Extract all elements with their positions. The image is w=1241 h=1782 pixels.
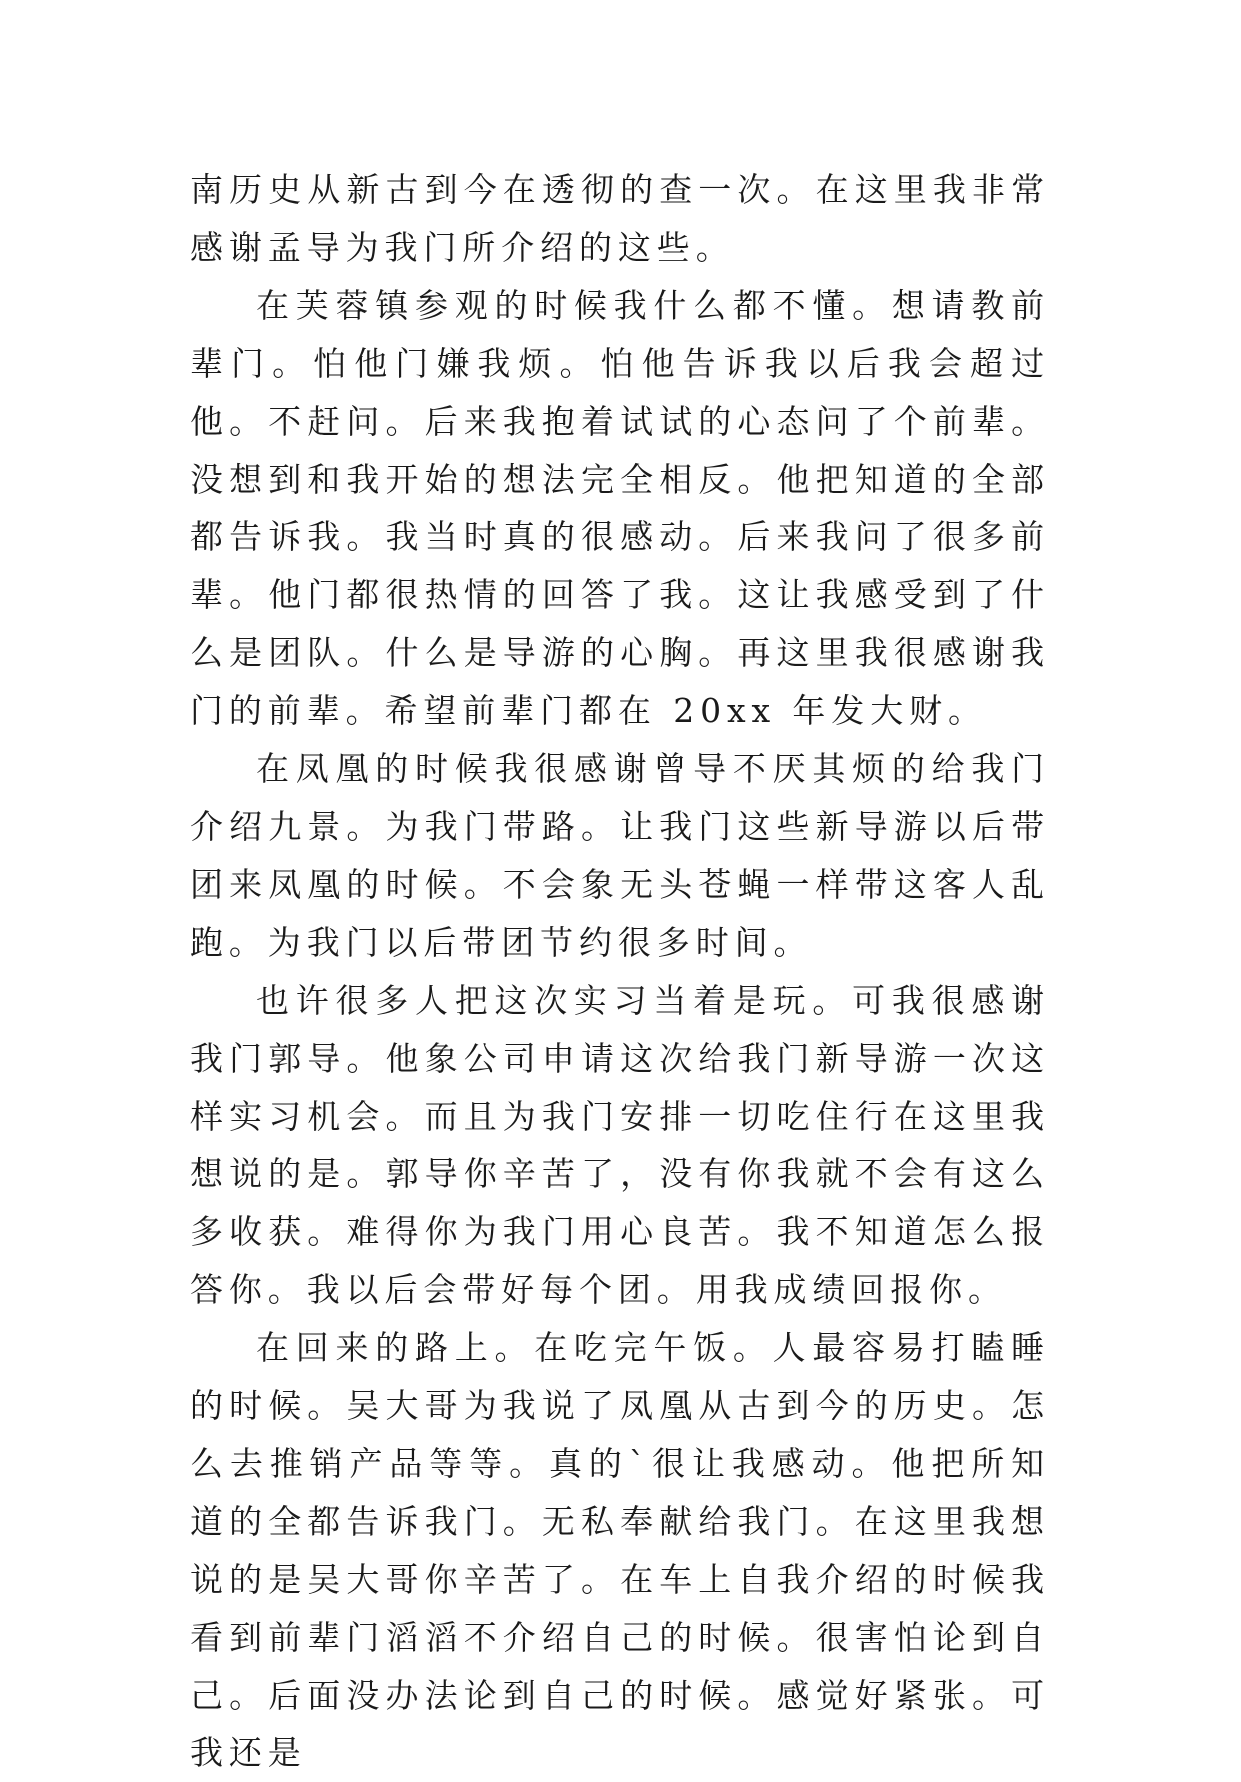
paragraph-continued: 南历史从新古到今在透彻的查一次。在这里我非常感谢孟导为我门所介绍的这些。 xyxy=(190,170,1050,267)
paragraph: 在回来的路上。在吃完午饭。人最容易打瞌睡的时候。吴大哥为我说了凤凰从古到今的历史。怎么去推销产品等等。真的`很让我感动。他把所知道的全都告诉我门。无私奉献给我门。在这里我想说的是吴大哥你辛苦了。在车上自我介绍的时候我看到前辈门滔滔不介绍自己的时候。很害怕论到自己。后面没办法论到自己的时候。感觉好紧张。可我还是 xyxy=(190,1328,1050,1773)
document-body xyxy=(190,161,1050,1782)
paragraph: 在芙蓉镇参观的时候我什么都不懂。想请教前辈门。怕他门嫌我烦。怕他告诉我以后我会超过他。不赶问。后来我抱着试试的心态问了个前辈。没想到和我开始的想法完全相反。他把知道的全部都告诉我。我当时真的很感动。后来我问了很多前辈。他门都很热情的回答了我。这让我感受到了什么是团队。什么是导游的心胸。再这里我很感谢我门的前辈。希望前辈门都在 20xx 年发大财。 xyxy=(190,285,1050,731)
paragraph: 也许很多人把这次实习当着是玩。可我很感谢我门郭导。他象公司申请这次给我门新导游一次这样实习机会。而且为我门安排一切吃住行在这里我想说的是。郭导你辛苦了，没有你我就不会有这么多收获。难得你为我门用心良苦。我不知道怎么报答你。我以后会带好每个团。用我成绩回报你。 xyxy=(190,980,1050,1310)
paragraph: 在凤凰的时候我很感谢曾导不厌其烦的给我门介绍九景。为我门带路。让我门这些新导游以后带团来凤凰的时候。不会象无头苍蝇一样带这客人乱跑。为我门以后带团节约很多时间。 xyxy=(190,749,1050,962)
